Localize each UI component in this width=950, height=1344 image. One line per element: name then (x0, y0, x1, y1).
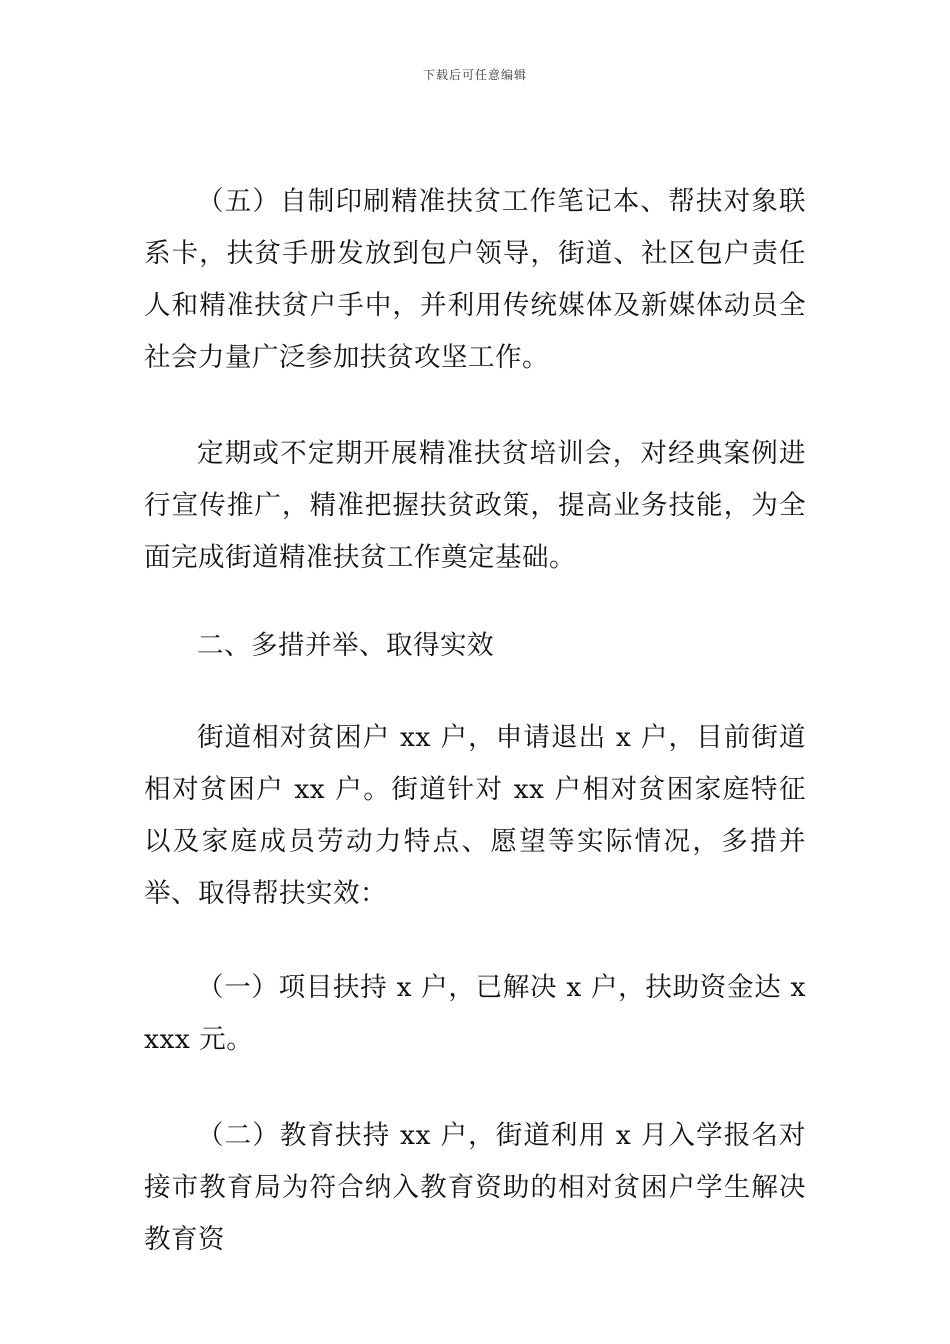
paragraph-training: 定期或不定期开展精准扶贫培训会，对经典案例进行宣传推广，精准把握扶贫政策，提高业务技能，为全面完成街道精准扶贫工作奠定基础。 (144, 438, 806, 573)
paragraph-wu: （五）自制印刷精准扶贫工作笔记本、帮扶对象联系卡，扶贫手册发放到包户领导，街道、社区包户责任人和精准扶贫户手中，并利用传统媒体及新媒体动员全社会力量广泛参加扶贫攻坚工作。 (144, 186, 806, 373)
paragraph-item-two: （二）教育扶持 xx 户，街道利用 x 月入学报名对接市教育局为符合纳入教育资助的相对贫困户学生解决教育资 (144, 1120, 806, 1255)
paragraph-item-one: （一）项目扶持 x 户，已解决 x 户，扶助资金达 xxxx 元。 (144, 972, 806, 1055)
page-header-note: 下载后可任意编辑 (422, 68, 527, 82)
document-body (144, 176, 806, 1266)
section-heading-two: 二、多措并举、取得实效 (197, 630, 494, 661)
paragraph-households: 街道相对贫困户 xx 户，申请退出 x 户，目前街道相对贫困户 xx 户。街道针对 xx 户相对贫困家庭特征以及家庭成员劳动力特点、愿望等实际情况，多措并举、取得帮扶实效： (144, 722, 806, 909)
